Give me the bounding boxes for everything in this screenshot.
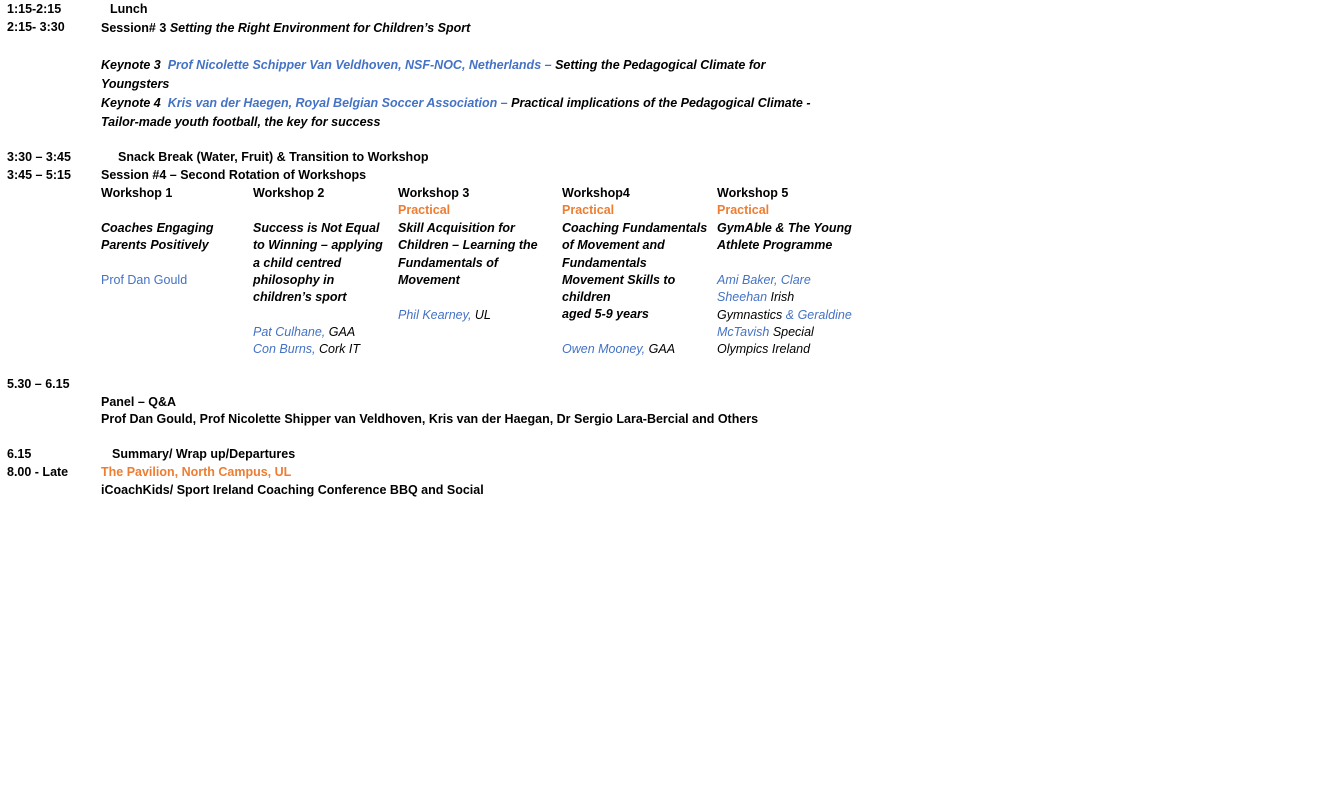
workshop-5-presenter-line — [717, 341, 852, 358]
workshop-5-presenter-line — [717, 307, 852, 324]
snack-title: Snack Break (Water, Fruit) & Transition to Workshop — [118, 150, 429, 164]
workshop-4-tag: Practical — [562, 203, 615, 217]
workshop-2-name: Workshop 2 — [253, 186, 325, 200]
evening-title: iCoachKids/ Sport Ireland Coaching Conference BBQ and Social — [101, 483, 484, 497]
presenter-org: UL — [474, 308, 491, 322]
presenter-org: Cork IT — [319, 342, 360, 357]
workshop-5-title — [717, 220, 852, 255]
workshop-2-title-line: Success is Not Equal — [253, 221, 380, 235]
time-session3: 2:15- 3:30 — [7, 20, 65, 34]
workshop-5-presenter-line — [717, 272, 852, 289]
evening-venue: The Pavilion, North Campus, UL — [101, 465, 292, 479]
workshop-3-title-line: Fundamentals of — [398, 255, 499, 270]
presenter-name: Con Burns, — [253, 342, 316, 357]
panel-members: Prof Dan Gould, Prof Nicolette Shipper van Veldhoven, Kris van der Haegan, Dr Sergio Lara-Bercial and Others — [101, 412, 759, 426]
presenter-org: Special — [769, 324, 814, 339]
workshop-3-tag: Practical — [398, 203, 451, 217]
session3-heading — [101, 20, 470, 37]
keynote4-line1 — [101, 95, 811, 112]
workshop-5-tag: Practical — [717, 203, 770, 217]
session4-title: Session #4 – Second Rotation of Workshops — [101, 168, 367, 182]
presenter-org: GAA — [648, 342, 676, 356]
presenter-name: Owen Mooney, — [562, 342, 646, 356]
keynote4-title-2: Tailor-made youth football, the key for success — [101, 115, 381, 129]
workshop-5-presenter-line — [717, 289, 852, 306]
workshop-1-title — [101, 220, 214, 255]
session3-label: Session# 3 — [101, 21, 167, 35]
workshop-3-title-line: Skill Acquisition for — [398, 221, 515, 235]
workshop-4-presenter — [562, 341, 675, 358]
workshop-5-presenter-line — [717, 324, 852, 341]
workshop-4-title-line: Movement Skills to — [562, 272, 676, 287]
workshop-4-title-line: aged 5-9 years — [562, 307, 649, 322]
workshop-2-presenter — [253, 341, 360, 358]
presenter-name: Phil Kearney, — [398, 308, 472, 322]
workshop-3-name: Workshop 3 — [398, 186, 470, 200]
keynote3-title-1: Setting the Pedagogical Climate for — [555, 58, 766, 72]
presenter-org: GAA — [328, 325, 356, 339]
workshop-2-title-line: philosophy in — [253, 272, 335, 287]
presenter-org: Gymnastics — [717, 307, 786, 322]
workshop-4-title-line: Fundamentals — [562, 255, 647, 270]
time-summary: 6.15 — [7, 447, 32, 461]
presenter-org: Olympics Ireland — [717, 342, 811, 357]
session3-title: Setting the Right Environment for Children’s Sport — [169, 21, 471, 35]
workshop-4-title — [562, 220, 707, 324]
keynote4-speaker: Kris van der Haegen, Royal Belgian Soccer Association – — [167, 96, 508, 110]
workshop-2-presenters — [253, 324, 360, 359]
summary-title: Summary/ Wrap up/Departures — [112, 447, 296, 461]
workshop-4-title-line: of Movement and — [562, 238, 665, 253]
workshop-2-presenter — [253, 324, 360, 341]
time-evening: 8.00 - Late — [7, 465, 69, 479]
presenter-name: & Geraldine — [785, 307, 852, 322]
keynote4-label: Keynote 4 — [101, 96, 161, 110]
keynote3-label: Keynote 3 — [101, 58, 161, 72]
presenter-org: Irish — [767, 290, 795, 305]
lunch-title: Lunch — [110, 2, 148, 16]
keynote3-line1 — [101, 57, 766, 74]
keynote3-title-2: Youngsters — [101, 77, 170, 91]
workshop-3-title-line: Children – Learning the — [398, 238, 538, 253]
keynote3-speaker: Prof Nicolette Schipper Van Veldhoven, NSF-NOC, Netherlands – — [167, 58, 552, 72]
workshop-5-presenters — [717, 272, 852, 358]
workshop-3-title — [398, 220, 538, 289]
workshop-4-name: Workshop4 — [562, 186, 630, 200]
time-snack: 3:30 – 3:45 — [7, 150, 71, 164]
workshop-2-title-line: children’s sport — [253, 290, 347, 305]
time-panel: 5.30 – 6.15 — [7, 377, 70, 391]
workshop-4-title-line: children — [562, 290, 611, 305]
presenter-name: Sheehan — [717, 290, 768, 305]
panel-title: Panel – Q&A — [101, 395, 177, 409]
workshop-4-title-line: Coaching Fundamentals — [562, 221, 708, 235]
workshop-2-title-line: to Winning – applying — [253, 238, 383, 253]
workshop-2-title-line: a child centred — [253, 255, 342, 270]
workshop-1-name: Workshop 1 — [101, 186, 173, 200]
time-lunch: 1:15-2:15 — [7, 2, 62, 16]
workshop-5-name: Workshop 5 — [717, 186, 789, 200]
workshop-1-presenter: Prof Dan Gould — [101, 273, 188, 287]
presenter-name: Ami Baker, Clare — [717, 273, 811, 287]
workshop-5-title-line: Athlete Programme — [717, 238, 833, 253]
workshop-1-title-line: Coaches Engaging — [101, 221, 214, 235]
workshop-3-title-line: Movement — [398, 272, 460, 287]
workshop-2-title — [253, 220, 383, 306]
presenter-name: Pat Culhane, — [253, 325, 326, 339]
keynote4-title-1: Practical implications of the Pedagogical Climate - — [511, 96, 811, 110]
workshop-3-presenter — [398, 307, 491, 324]
workshop-1-title-line: Parents Positively — [101, 238, 209, 253]
presenter-name: McTavish — [717, 324, 770, 339]
time-session4: 3:45 – 5:15 — [7, 168, 71, 182]
workshop-5-title-line: GymAble & The Young — [717, 221, 852, 235]
